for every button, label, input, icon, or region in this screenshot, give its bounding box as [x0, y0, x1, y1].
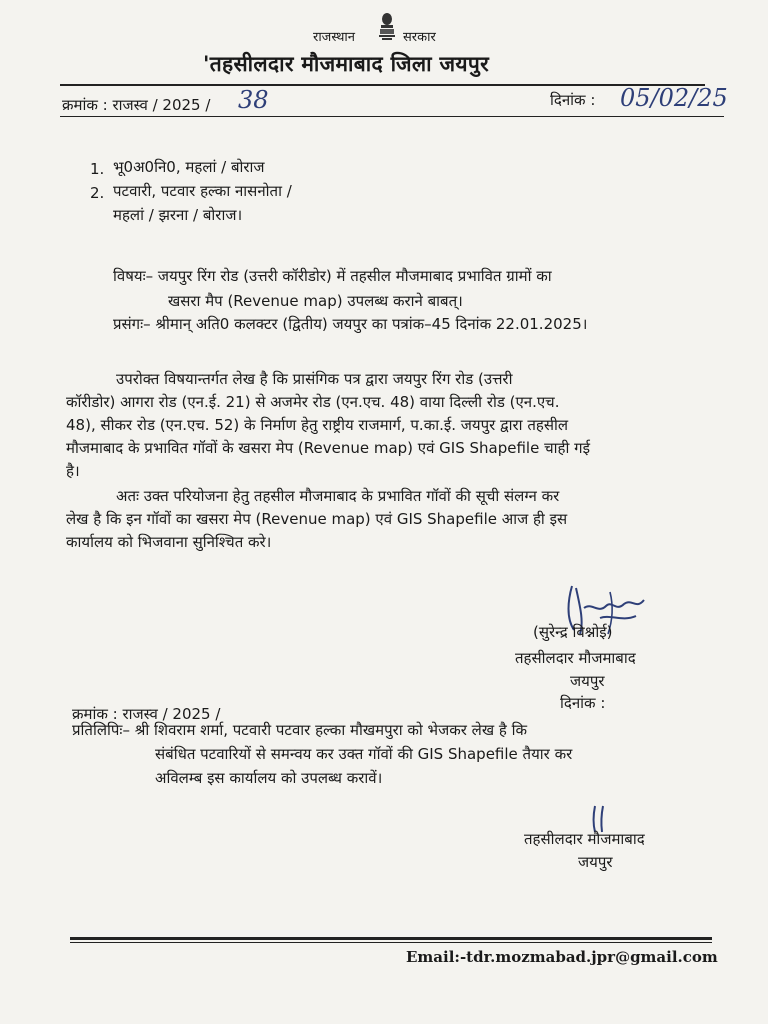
- paragraph-2-line: कार्यालय को भिजवाना सुनिश्चित करे।: [66, 533, 272, 551]
- copy-line-3: अविलम्ब इस कार्यालय को उपलब्ध करावें।: [155, 769, 383, 787]
- footer-divider-bottom: [70, 942, 712, 943]
- signer-date-label: दिनांक :: [560, 694, 606, 712]
- signer-name: (सुरेन्द्र विश्नोई): [533, 623, 613, 641]
- copy-kramank: क्रमांक : राजस्व / 2025 /: [72, 705, 221, 723]
- date-label: दिनांक :: [550, 91, 596, 109]
- paragraph-1-line: 48), सीकर रोड (एन.एच. 52) के निर्माण हेतु राष्ट्रीय राजमार्ग, प.का.ई. जयपुर द्वारा तहसील: [66, 416, 569, 434]
- office-email[interactable]: Email:-tdr.mozmabad.jpr@gmail.com: [406, 948, 718, 966]
- kramank-label: क्रमांक : राजस्व / 2025 /: [62, 96, 211, 114]
- copy-signer-place: जयपुर: [578, 853, 613, 871]
- state-name: राजस्थान: [313, 30, 356, 45]
- office-title: 'तहसीलदार मौजमाबाद जिला जयपुर: [203, 52, 489, 76]
- recipient-2-number: 2.: [90, 184, 105, 202]
- paragraph-2-line: अतः उक्त परियोजना हेतु तहसील मौजमाबाद के प्रभावित गॉवों की सूची संलग्न कर: [116, 487, 560, 505]
- signer-place: जयपुर: [570, 672, 605, 690]
- signer-designation: तहसीलदार मौजमाबाद: [515, 649, 636, 667]
- government-label: सरकार: [403, 30, 436, 45]
- date-value: 05/02/25: [620, 84, 728, 112]
- paragraph-2: [66, 485, 567, 554]
- paragraph-1-line: उपरोक्त विषयान्तर्गत लेख है कि प्रासंगिक पत्र द्वारा जयपुर रिंग रोड (उत्तरी: [116, 370, 513, 388]
- copy-signer-designation: तहसीलदार मौजमाबाद: [524, 830, 645, 848]
- paragraph-1: [66, 368, 590, 483]
- recipient-2-cont: महलां / झरना / बोराज।: [113, 206, 243, 224]
- copy-line-2: संबंधित पटवारियों से समन्वय कर उक्त गॉवों की GIS Shapefile तैयार कर: [155, 745, 573, 763]
- footer-divider-top: [70, 937, 712, 940]
- recipient-1-number: 1.: [90, 160, 105, 178]
- kramank-number: 38: [238, 86, 269, 114]
- reference-divider: [60, 116, 724, 117]
- subject-line-1: विषयः– जयपुर रिंग रोड (उत्तरी कॉरीडोर) में तहसील मौजमाबाद प्रभावित ग्रामों का: [113, 267, 552, 285]
- recipient-1: भू0अ0नि0, महलां / बोराज: [113, 158, 265, 176]
- paragraph-1-line: कॉरीडोर) आगरा रोड (एन.ई. 21) से अजमेर रोड (एन.एच. 48) वाया दिल्ली रोड (एन.एच.: [66, 393, 560, 411]
- paragraph-1-line: मौजमाबाद के प्रभावित गॉवों के खसरा मेप (Revenue map) एवं GIS Shapefile चाही गई: [66, 439, 590, 457]
- header-divider: [60, 84, 705, 86]
- paragraph-2-line: लेख है कि इन गॉवों का खसरा मेप (Revenue map) एवं GIS Shapefile आज ही इस: [66, 510, 568, 528]
- paragraph-1-line: है।: [66, 462, 80, 480]
- state-emblem-icon: [377, 12, 397, 44]
- copy-line-1: प्रतिलिपिः– श्री शिवराम शर्मा, पटवारी पटवार हल्का मौखमपुरा को भेजकर लेख है कि: [72, 721, 528, 739]
- subject-line-2: खसरा मैप (Revenue map) उपलब्ध कराने बाबत्।: [168, 292, 463, 310]
- recipient-2: पटवारी, पटवार हल्का नासनोता /: [113, 182, 292, 200]
- subject-context: प्रसंगः– श्रीमान् अति0 कलक्टर (द्वितीय) जयपुर का पत्रांक–45 दिनांक 22.01.2025।: [113, 315, 588, 333]
